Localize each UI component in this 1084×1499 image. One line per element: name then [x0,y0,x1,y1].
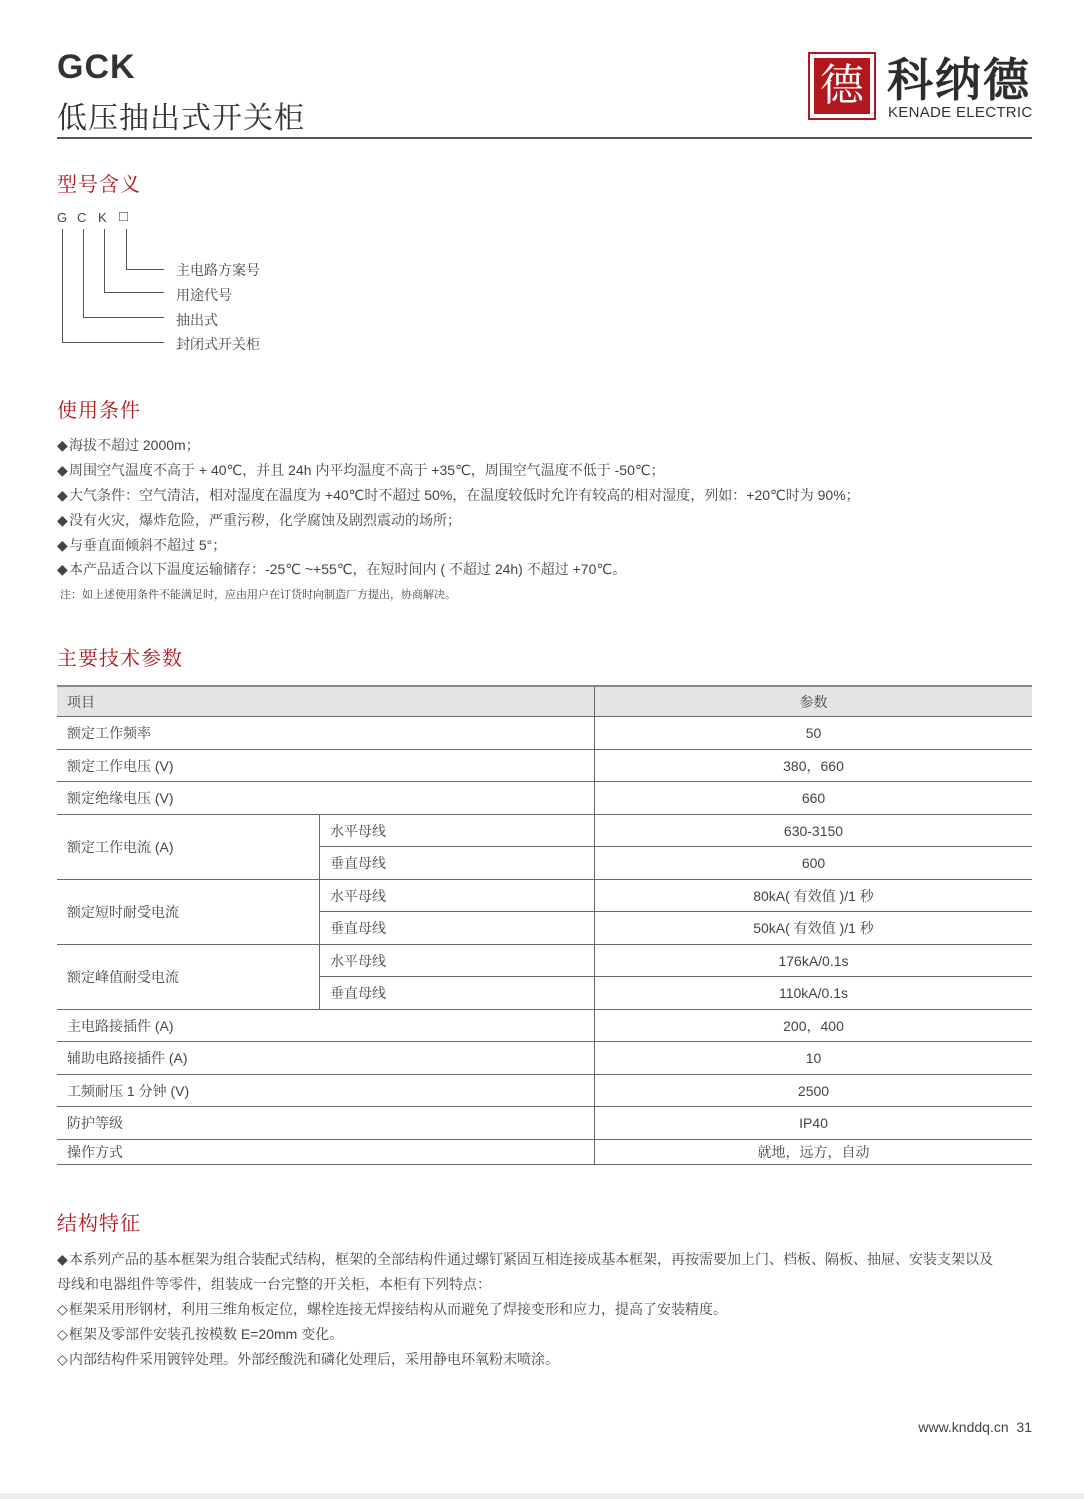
condition-item: ◆没有火灾，爆炸危险，严重污秽，化学腐蚀及剧烈震动的场所； [57,512,461,528]
diamond-bullet-icon: ◆ [57,487,68,503]
diamond-bullet-icon: ◆ [57,1251,68,1267]
condition-item: ◆周围空气温度不高于 + 40℃，并且 24h 内平均温度不高于 +35℃，周围空气温度不低于 -50℃； [57,462,665,478]
diagram-line [126,229,127,269]
model-meaning-title: 型号含义 [57,174,141,196]
table-row: 水平母线 80kA( 有效值 )/1 秒 [57,880,1032,912]
code-letter: G [57,210,68,225]
table-row: 主电路接插件 (A) 200，400 [57,1010,1032,1042]
diamond-bullet-icon: ◆ [57,512,68,528]
structure-title: 结构特征 [57,1213,141,1235]
footer-bar [0,1493,1084,1499]
diagram-line [62,229,63,342]
page-footer [918,1419,1032,1435]
table-row: 垂直母线 600 [57,847,1032,880]
diagram-line [104,292,164,293]
diamond-bullet-icon: ◆ [57,561,68,577]
structure-item: ◇框架及零部件安装孔按模数 E=20mm 变化。 [57,1326,344,1342]
table-row: 垂直母线 110kA/0.1s [57,977,1032,1010]
merged-item-cell: 额定工作电流 (A) [57,815,319,880]
table-row: 辅助电路接插件 (A) 10 [57,1042,1032,1075]
page-number: 31 [1016,1419,1032,1435]
table-row: 操作方式 就地，远方，自动 [57,1140,1032,1165]
header-value: 参数 [594,687,1032,716]
diamond-bullet-icon: ◆ [57,537,68,553]
merged-item-cell: 额定峰值耐受电流 [57,945,319,1010]
diagram-line [83,229,84,317]
hollow-diamond-bullet-icon: ◇ [57,1301,68,1317]
header-divider [57,137,1032,139]
specs-title: 主要技术参数 [57,648,183,670]
model-label: 用途代号 [176,287,232,303]
model-label: 主电路方案号 [176,262,260,278]
conditions-note: 注：如上述使用条件不能满足时，应由用户在订货时向制造厂方提出，协商解决。 [60,589,456,601]
diagram-line [62,342,164,343]
table-row: 防护等级 IP40 [57,1107,1032,1140]
structure-intro: ◆本系列产品的基本框架为组合装配式结构，框架的全部结构件通过螺钉紧固互相连接成基本框架，再按需要加上门、档板、隔板、抽屉、安装支架以及 [57,1251,993,1267]
hollow-diamond-bullet-icon: ◇ [57,1326,68,1342]
table-row: 垂直母线 50kA( 有效值 )/1 秒 [57,912,1032,945]
code-letter: K [98,210,107,225]
diagram-line [104,229,105,292]
condition-item: ◆海拔不超过 2000m； [57,437,200,453]
diagram-line [83,317,164,318]
conditions-title: 使用条件 [57,400,141,422]
condition-item: ◆本产品适合以下温度运输储存：-25℃ ~+55℃，在短时间内 ( 不超过 24h) 不超过 +70℃。 [57,561,627,577]
logo-glyph: 德 [820,60,864,111]
code-letter: □ [119,208,129,225]
diamond-bullet-icon: ◆ [57,437,68,453]
code-letter: C [77,210,87,225]
brand-name-cn: 科纳德 [887,54,1031,106]
product-code: GCK [57,48,136,86]
table-row: 额定绝缘电压 (V) 660 [57,782,1032,815]
table-header-row [57,685,1032,717]
logo-mark-icon [808,52,876,120]
model-label: 抽出式 [176,312,218,328]
hollow-diamond-bullet-icon: ◇ [57,1351,68,1367]
structure-intro-cont: 母线和电器组件等零件，组装成一台完整的开关柜，本柜有下列特点： [57,1276,491,1292]
condition-item: ◆与垂直面倾斜不超过 5°； [57,537,227,553]
table-row: 水平母线 176kA/0.1s [57,945,1032,977]
structure-item: ◇框架采用形钢材，利用三维角板定位，螺栓连接无焊接结构从而避免了焊接变形和应力，提高了安装精度。 [57,1301,727,1317]
diamond-bullet-icon: ◆ [57,462,68,478]
model-label: 封闭式开关柜 [176,336,260,352]
website-url: www.knddq.cn [918,1419,1009,1435]
table-row: 水平母线 630-3150 [57,815,1032,847]
brand-name-en: KENADE ELECTRIC [888,104,1033,121]
header-item: 项目 [67,693,95,710]
table-row: 工频耐压 1 分钟 (V) 2500 [57,1075,1032,1107]
table-row: 额定工作频率 50 [57,717,1032,750]
company-logo [808,52,1032,124]
diagram-line [126,269,164,270]
merged-item-cell: 额定短时耐受电流 [57,880,319,945]
condition-item: ◆大气条件：空气清洁，相对湿度在温度为 +40℃时不超过 50%，在温度较低时允许有较高的相对湿度，列如：+20℃时为 90%； [57,487,860,503]
structure-item: ◇内部结构件采用镀锌处理。外部经酸洗和磷化处理后，采用静电环氧粉末喷涂。 [57,1351,559,1367]
product-name: 低压抽出式开关柜 [57,102,305,135]
table-row: 额定工作电压 (V) 380，660 [57,750,1032,782]
